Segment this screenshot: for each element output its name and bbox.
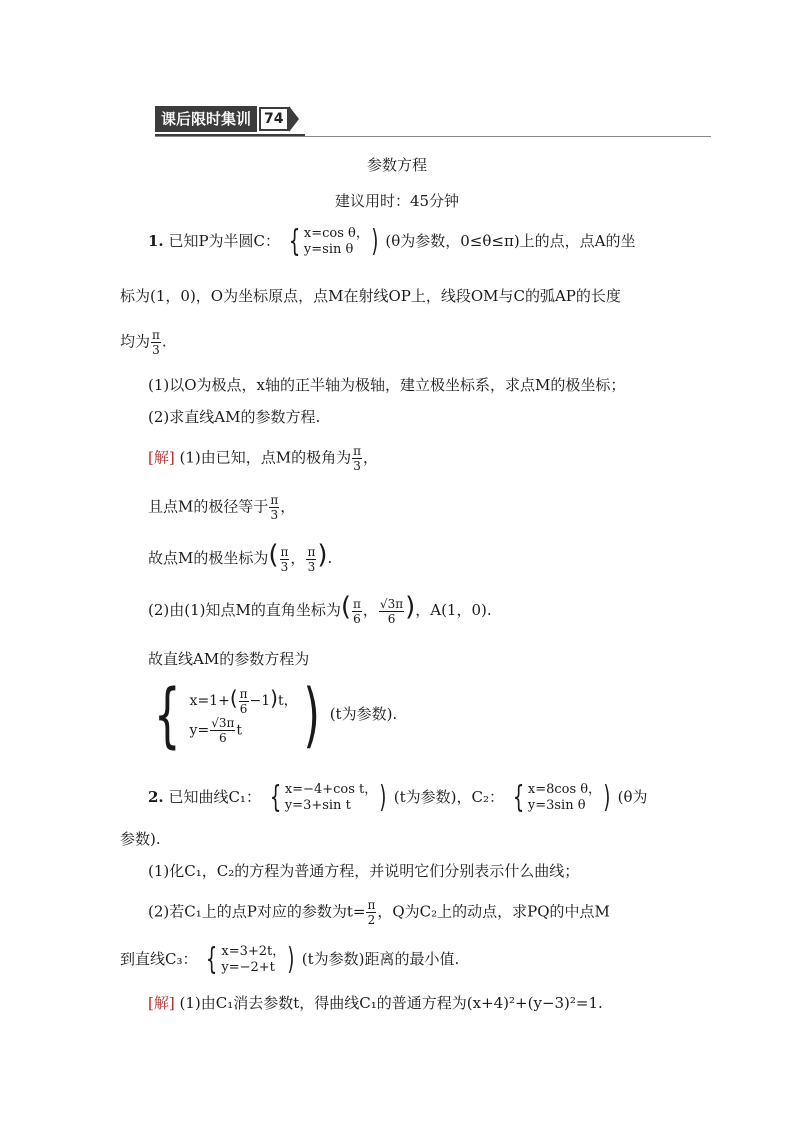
solution-tag: [解]: [148, 448, 175, 467]
problem1-intro: 已知P为半圆C：: [168, 232, 281, 250]
line-am-equation: { x=1+( $\frac{\pi}{6}$ −1)t， y= $\frac{√3\pi}{6}$ t ) (t为参数).: [153, 674, 398, 756]
c2-system: { x=8cos θ， y=3sin θ ): [512, 780, 611, 815]
badge-tail-shape: [289, 106, 299, 132]
semicircle-system: { x=cos θ， y=sin θ ): [288, 224, 379, 259]
problem1-question2: (2)求直线AM的参数方程.: [148, 408, 321, 426]
header-rule: [155, 136, 711, 137]
problem2-question3: 到直线C₃： { x=3+2t， y=−2+t ) (t为参数)距离的最小值.: [120, 942, 460, 977]
badge-number: 74: [259, 107, 288, 131]
badge-label: 课后限时集训: [155, 106, 257, 132]
problem1-line3: 均为 $\frac{\pi}{3}$ .: [120, 328, 167, 357]
problem2-question1: (1)化C₁，C₂的方程为普通方程，并说明它们分别表示什么曲线；: [148, 862, 580, 880]
c3-system: { x=3+2t， y=−2+t ): [206, 942, 295, 977]
problem1-line2: 标为(1，0)，O为坐标原点，点M在射线OP上，线段OM与C的弧AP的长度: [120, 287, 621, 305]
problem1-intro-tail: (θ为参数，0≤θ≤π)上的点，点A的坐: [385, 232, 636, 250]
c1-system: { x=−4+cos t， y=3+sin t ): [269, 780, 387, 815]
problem2-number: 2.: [148, 788, 164, 806]
problem1-solution-line5: 故直线AM的参数方程为: [148, 650, 310, 668]
page-title: 参数方程: [366, 156, 427, 174]
problem1-solution-line3: 故点M的极坐标为( $\frac{\pi}{3}$ ， $\frac{\pi}{3}$ ).: [148, 540, 333, 574]
problem1-solution-line2: 且点M的极径等于 $\frac{\pi}{3}$ ，: [148, 493, 296, 522]
problem2-solution-line1: [解] (1)由C₁消去参数t，得曲线C₁的普通方程为(x+4)²+(y−3)²=1.: [148, 994, 603, 1012]
problem1-solution-line1: [解] (1)由已知，点M的极角为 $\frac{\pi}{3}$ ，: [148, 444, 379, 473]
problem1-solution-line4: (2)由(1)知点M的直角坐标为( $\frac{\pi}{6}$ ， $\frac{√3\pi}{6}$ )，A(1，0).: [148, 592, 492, 626]
problem1-question1: (1)以O为极点，x轴的正半轴为极轴，建立极坐标系，求点M的极坐标；: [148, 376, 626, 394]
problem1-line1: [148, 226, 636, 258]
problem2-question2: (2)若C₁上的点P对应的参数为t= $\frac{\pi}{2}$ ，Q为C₂上的动点，求PQ的中点M: [148, 898, 610, 927]
problem2-line1: 2. 已知曲线C₁： { x=−4+cos t， y=3+sin t ) (t为参数)，C₂： { x=8cos θ， y=3sin θ ) (θ为: [148, 780, 648, 815]
problem1-number: 1.: [148, 232, 164, 250]
problem2-line2: 参数).: [120, 830, 161, 848]
time-note: 建议用时：45分钟: [334, 192, 460, 210]
section-badge: [155, 104, 299, 134]
